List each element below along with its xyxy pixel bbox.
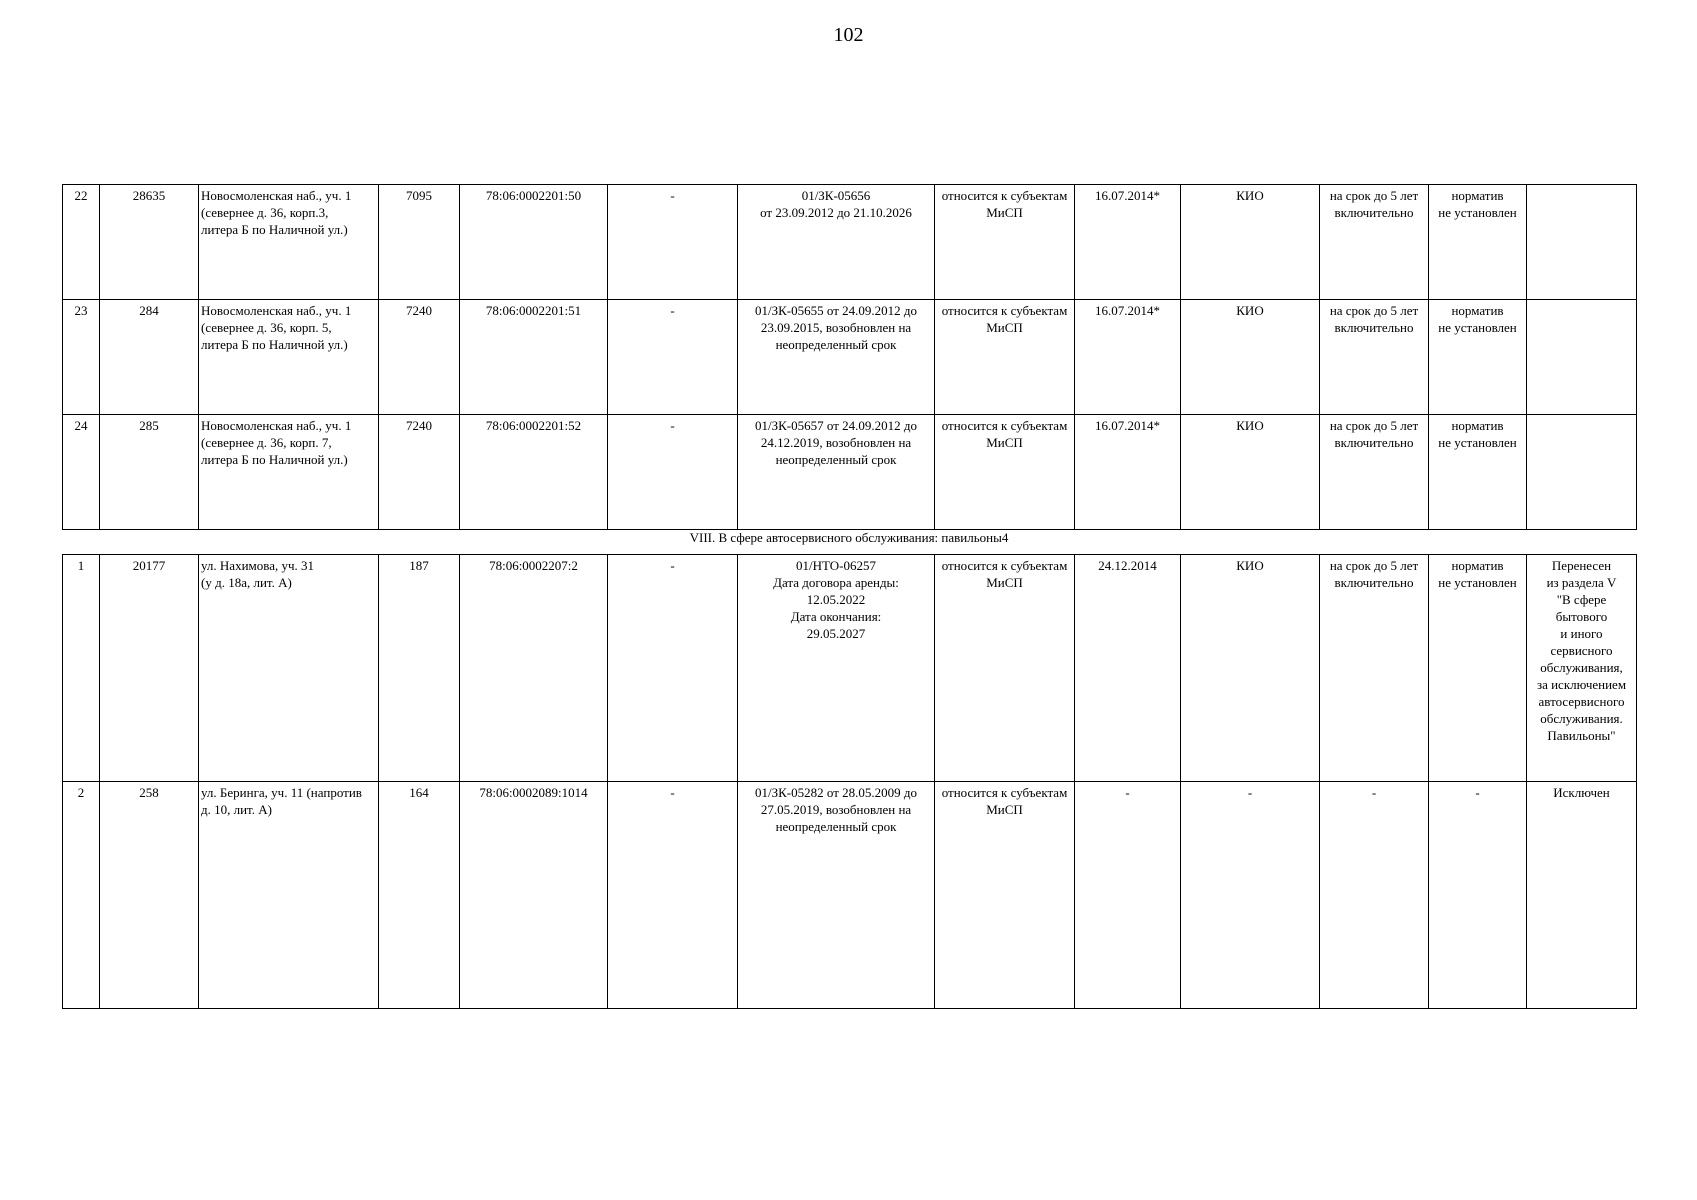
- cell-dash: -: [608, 185, 738, 300]
- cell-term: на срок до 5 лет включительно: [1320, 415, 1429, 530]
- cell-norm: норматив не установлен: [1429, 555, 1527, 782]
- cell-date: -: [1075, 782, 1181, 1009]
- cell-cadastral: 78:06:0002201:50: [460, 185, 608, 300]
- cell-note: [1527, 415, 1637, 530]
- cell-num: 2: [63, 782, 100, 1009]
- cell-num: 24: [63, 415, 100, 530]
- cell-address: ул. Нахимова, уч. 31 (у д. 18а, лит. А): [199, 555, 379, 782]
- register-table-2: [62, 554, 1637, 1009]
- cell-address: Новосмоленская наб., уч. 1 (севернее д. 36, корп. 7, литера Б по Наличной ул.): [199, 415, 379, 530]
- cell-term: -: [1320, 782, 1429, 1009]
- cell-term: на срок до 5 лет включительно: [1320, 185, 1429, 300]
- cell-num: 23: [63, 300, 100, 415]
- section-title: VIII. В сфере автосервисного обслуживания: павильоны4: [689, 530, 1009, 545]
- table-row: [63, 415, 1637, 530]
- page-number: 102: [833, 24, 864, 46]
- cell-id: 28635: [100, 185, 199, 300]
- cell-note: Исключен: [1527, 782, 1637, 1009]
- cell-id: 284: [100, 300, 199, 415]
- cell-org: КИО: [1181, 415, 1320, 530]
- cell-area: 7240: [379, 415, 460, 530]
- cell-date: 16.07.2014*: [1075, 300, 1181, 415]
- table-row: [63, 782, 1637, 1009]
- cell-cadastral: 78:06:0002207:2: [460, 555, 608, 782]
- cell-norm: -: [1429, 782, 1527, 1009]
- table-row: [63, 555, 1637, 782]
- cell-area: 187: [379, 555, 460, 782]
- cell-subject: относится к субъектам МиСП: [935, 555, 1075, 782]
- cell-id: 285: [100, 415, 199, 530]
- cell-contract: 01/ЗК-05282 от 28.05.2009 до 27.05.2019, возобновлен на неопределенный срок: [738, 782, 935, 1009]
- cell-area: 164: [379, 782, 460, 1009]
- table-row: [63, 300, 1637, 415]
- cell-cadastral: 78:06:0002201:52: [460, 415, 608, 530]
- cell-subject: относится к субъектам МиСП: [935, 185, 1075, 300]
- cell-org: -: [1181, 782, 1320, 1009]
- cell-area: 7240: [379, 300, 460, 415]
- cell-term: на срок до 5 лет включительно: [1320, 555, 1429, 782]
- table-row: [63, 185, 1637, 300]
- cell-norm: норматив не установлен: [1429, 300, 1527, 415]
- cell-contract: 01/НТО-06257 Дата договора аренды: 12.05.2022 Дата окончания: 29.05.2027: [738, 555, 935, 782]
- cell-id: 20177: [100, 555, 199, 782]
- cell-note: [1527, 300, 1637, 415]
- cell-subject: относится к субъектам МиСП: [935, 782, 1075, 1009]
- cell-dash: -: [608, 782, 738, 1009]
- cell-cadastral: 78:06:0002201:51: [460, 300, 608, 415]
- cell-note: Перенесен из раздела V "В сфере бытового и иного сервисного обслуживания, за исключением автосервисного обслуживания. Павильоны": [1527, 555, 1637, 782]
- cell-address: Новосмоленская наб., уч. 1 (севернее д. 36, корп. 5, литера Б по Наличной ул.): [199, 300, 379, 415]
- cell-norm: норматив не установлен: [1429, 415, 1527, 530]
- cell-date: 24.12.2014: [1075, 555, 1181, 782]
- cell-subject: относится к субъектам МиСП: [935, 300, 1075, 415]
- cell-num: 22: [63, 185, 100, 300]
- cell-date: 16.07.2014*: [1075, 415, 1181, 530]
- cell-date: 16.07.2014*: [1075, 185, 1181, 300]
- cell-address: ул. Беринга, уч. 11 (напротив д. 10, лит. А): [199, 782, 379, 1009]
- cell-term: на срок до 5 лет включительно: [1320, 300, 1429, 415]
- cell-org: КИО: [1181, 185, 1320, 300]
- cell-area: 7095: [379, 185, 460, 300]
- cell-norm: норматив не установлен: [1429, 185, 1527, 300]
- cell-dash: -: [608, 300, 738, 415]
- cell-num: 1: [63, 555, 100, 782]
- cell-address: Новосмоленская наб., уч. 1 (севернее д. 36, корп.3, литера Б по Наличной ул.): [199, 185, 379, 300]
- cell-org: КИО: [1181, 555, 1320, 782]
- cell-dash: -: [608, 555, 738, 782]
- cell-cadastral: 78:06:0002089:1014: [460, 782, 608, 1009]
- cell-note: [1527, 185, 1637, 300]
- cell-org: КИО: [1181, 300, 1320, 415]
- cell-dash: -: [608, 415, 738, 530]
- cell-contract: 01/ЗК-05655 от 24.09.2012 до 23.09.2015, возобновлен на неопределенный срок: [738, 300, 935, 415]
- cell-contract: 01/ЗК-05656 от 23.09.2012 до 21.10.2026: [738, 185, 935, 300]
- cell-contract: 01/ЗК-05657 от 24.09.2012 до 24.12.2019, возобновлен на неопределенный срок: [738, 415, 935, 530]
- cell-subject: относится к субъектам МиСП: [935, 415, 1075, 530]
- register-table-1: [62, 184, 1637, 530]
- cell-id: 258: [100, 782, 199, 1009]
